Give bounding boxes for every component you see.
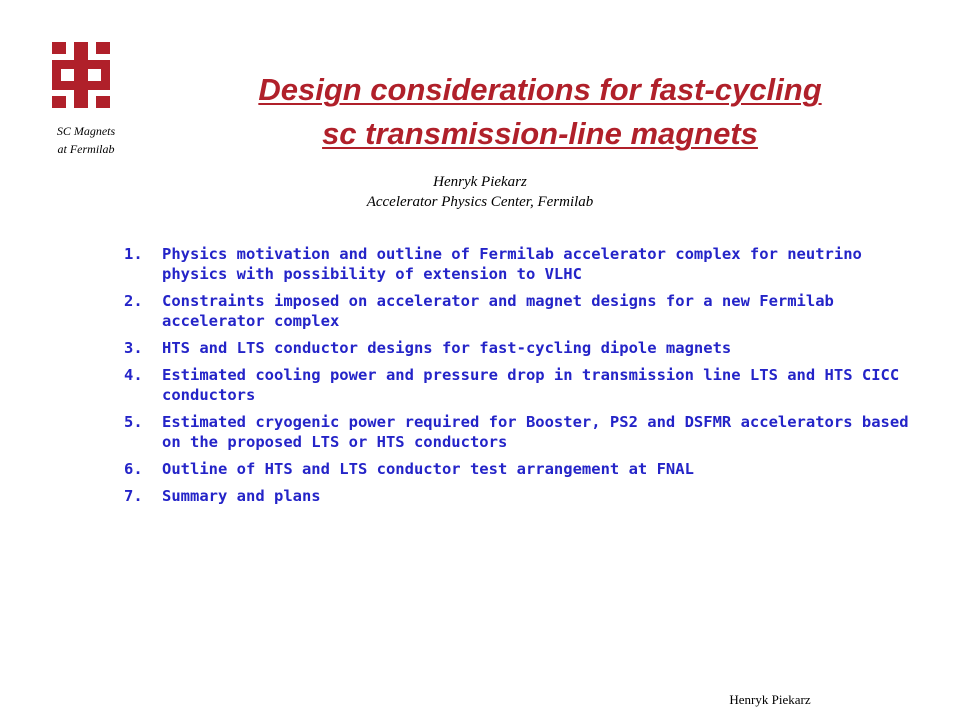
outline-item bbox=[118, 486, 926, 506]
outline-item bbox=[118, 459, 926, 479]
outline-item-number: 5. bbox=[124, 413, 143, 431]
outline-item-number: 7. bbox=[124, 487, 143, 505]
author-block bbox=[240, 172, 720, 212]
fermilab-logo-icon bbox=[52, 42, 110, 108]
logo-caption-line2: at Fermilab bbox=[57, 142, 115, 156]
outline-item-number: 4. bbox=[124, 366, 143, 384]
outline-item-number: 1. bbox=[124, 245, 143, 263]
outline-item bbox=[118, 365, 926, 405]
outline-item-number: 3. bbox=[124, 339, 143, 357]
outline-item-text: Summary and plans bbox=[162, 487, 321, 505]
outline-item-text: HTS and LTS conductor designs for fast-cycling dipole magnets bbox=[162, 339, 732, 357]
outline-item-number: 2. bbox=[124, 292, 143, 310]
outline-item-text: Constraints imposed on accelerator and magnet designs for a new Fermilab accelerator complex bbox=[162, 292, 834, 330]
outline-item bbox=[118, 338, 926, 358]
outline-item bbox=[118, 244, 926, 284]
outline-item-number: 6. bbox=[124, 460, 143, 478]
logo-caption bbox=[36, 122, 136, 158]
outline-item-text: Physics motivation and outline of Fermilab accelerator complex for neutrino physics with possibility of extension to VLHC bbox=[162, 245, 862, 283]
author-affiliation: Accelerator Physics Center, Fermilab bbox=[366, 194, 594, 210]
outline-item bbox=[118, 412, 926, 452]
outline-item-text: Estimated cryogenic power required for Booster, PS2 and DSFMR accelerators based on the proposed LTS or HTS conductors bbox=[162, 413, 909, 451]
slide-title-line1: Design considerations for fast-cycling bbox=[258, 72, 822, 107]
outline-item bbox=[118, 291, 926, 331]
outline-item-text: Outline of HTS and LTS conductor test arrangement at FNAL bbox=[162, 460, 694, 478]
footer-author: Henryk Piekarz bbox=[729, 692, 811, 707]
outline-item-text: Estimated cooling power and pressure drop in transmission line LTS and HTS CICC conductors bbox=[162, 366, 900, 404]
slide-title-line2: sc transmission-line magnets bbox=[322, 116, 758, 151]
logo-caption-line1: SC Magnets bbox=[56, 124, 116, 138]
outline-list bbox=[118, 244, 926, 513]
author-name: Henryk Piekarz bbox=[433, 174, 527, 190]
slide-title bbox=[150, 68, 930, 156]
